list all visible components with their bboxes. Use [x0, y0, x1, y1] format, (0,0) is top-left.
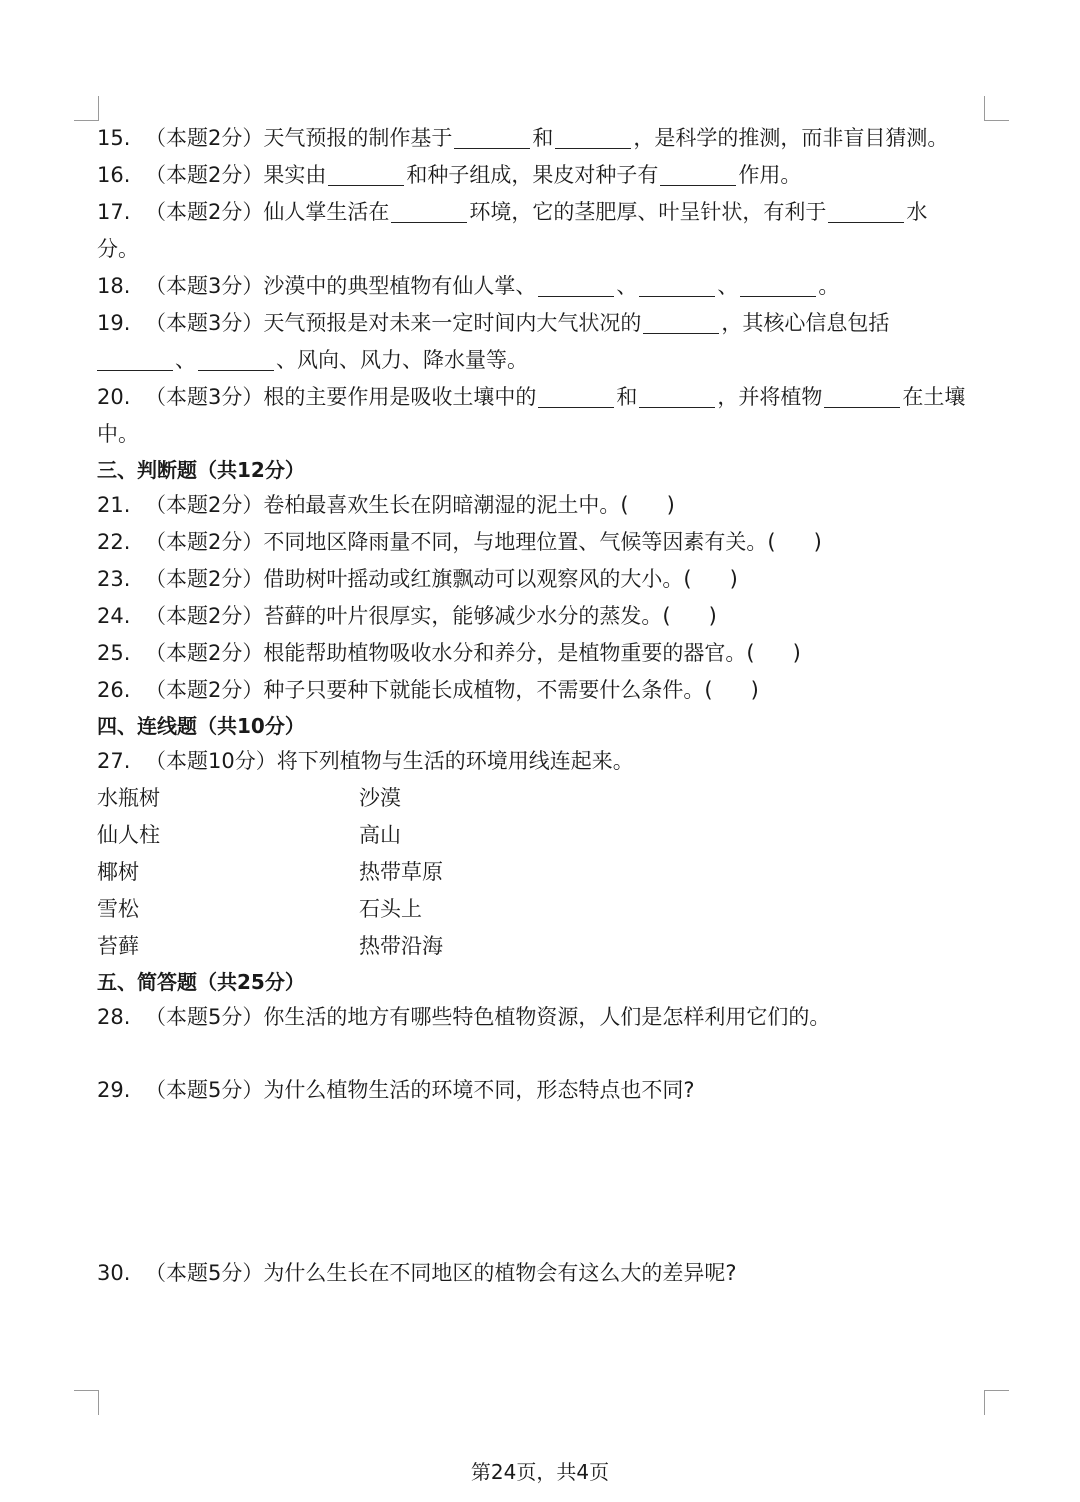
match-row — [97, 891, 987, 928]
answer-space[interactable] — [97, 1109, 987, 1255]
question-27: 27. （本题10分）将下列植物与生活的环境用线连起来。 — [97, 749, 634, 773]
question-16: 16. （本题2分）果实由 和种子组成，果皮对种子有 作用。 — [97, 163, 802, 187]
match-row — [97, 928, 987, 965]
question-22: 22. （本题2分）不同地区降雨量不同，与地理位置、气候等因素有关。( ) — [97, 530, 822, 554]
answer-blank[interactable] — [740, 274, 816, 297]
corner-mark-top-left — [74, 96, 99, 121]
answer-blank[interactable] — [328, 163, 404, 186]
question-19-continued: 、 、风向、风力、降水量等。 — [97, 342, 987, 379]
question-17-continued: 分。 — [97, 237, 139, 261]
match-environment[interactable]: 热带草原 — [359, 860, 443, 884]
answer-blank[interactable] — [643, 311, 719, 334]
match-plant[interactable]: 雪松 — [97, 897, 139, 921]
corner-mark-top-right — [984, 96, 1009, 121]
answer-blank[interactable] — [639, 385, 715, 408]
match-environment[interactable]: 石头上 — [359, 897, 422, 921]
match-environment[interactable]: 沙漠 — [359, 786, 401, 810]
match-plant[interactable]: 椰树 — [97, 860, 139, 884]
answer-blank[interactable] — [824, 385, 900, 408]
question-28: 28. （本题5分）你生活的地方有哪些特色植物资源，人们是怎样利用它们的。 — [97, 1005, 831, 1029]
answer-blank[interactable] — [198, 348, 274, 371]
section-heading-short-answer: 五、简答题（共25分） — [97, 970, 305, 994]
match-environment[interactable]: 高山 — [359, 823, 401, 847]
answer-blank[interactable] — [639, 274, 715, 297]
exam-page-content — [97, 120, 987, 1292]
question-29: 29. （本题5分）为什么植物生活的环境不同，形态特点也不同? — [97, 1078, 695, 1102]
question-21: 21. （本题2分）卷柏最喜欢生长在阴暗潮湿的泥土中。( ) — [97, 493, 675, 517]
answer-blank[interactable] — [391, 200, 467, 223]
answer-blank[interactable] — [660, 163, 736, 186]
answer-blank[interactable] — [97, 348, 173, 371]
question-20-continued: 中。 — [97, 422, 139, 446]
question-19: 19. （本题3分）天气预报是对未来一定时间内大气状况的 ，其核心信息包括 — [97, 311, 890, 335]
answer-blank[interactable] — [828, 200, 904, 223]
section-heading-judgement: 三、判断题（共12分） — [97, 458, 305, 482]
match-plant[interactable]: 苔藓 — [97, 934, 139, 958]
question-18: 18. （本题3分）沙漠中的典型植物有仙人掌、 、 、 。 — [97, 274, 840, 298]
answer-blank[interactable] — [555, 126, 631, 149]
match-row — [97, 817, 987, 854]
corner-mark-bottom-right — [984, 1390, 1009, 1415]
question-30: 30. （本题5分）为什么生长在不同地区的植物会有这么大的差异呢? — [97, 1261, 737, 1285]
page-footer: 第24页，共4页 — [470, 1460, 610, 1484]
match-environment[interactable]: 热带沿海 — [359, 934, 443, 958]
question-17: 17. （本题2分）仙人掌生活在 环境，它的茎肥厚、叶呈针状，有利于 水 — [97, 200, 928, 224]
question-23: 23. （本题2分）借助树叶摇动或红旗飘动可以观察风的大小。( ) — [97, 567, 738, 591]
answer-space[interactable] — [97, 1036, 987, 1072]
answer-blank[interactable] — [454, 126, 530, 149]
question-25: 25. （本题2分）根能帮助植物吸收水分和养分，是植物重要的器官。( ) — [97, 641, 801, 665]
match-row — [97, 854, 987, 891]
question-24: 24. （本题2分）苔藓的叶片很厚实，能够减少水分的蒸发。( ) — [97, 604, 717, 628]
question-26: 26. （本题2分）种子只要种下就能长成植物，不需要什么条件。( ) — [97, 678, 759, 702]
question-20: 20. （本题3分）根的主要作用是吸收土壤中的 和 ，并将植物 在土壤 — [97, 385, 966, 409]
question-15: 15. （本题2分）天气预报的制作基于 和 ，是科学的推测，而非盲目猜测。 — [97, 126, 949, 150]
answer-blank[interactable] — [538, 385, 614, 408]
match-plant[interactable]: 仙人柱 — [97, 823, 160, 847]
corner-mark-bottom-left — [74, 1390, 99, 1415]
section-heading-matching: 四、连线题（共10分） — [97, 714, 305, 738]
match-row — [97, 780, 987, 817]
answer-blank[interactable] — [538, 274, 614, 297]
match-plant[interactable]: 水瓶树 — [97, 786, 160, 810]
